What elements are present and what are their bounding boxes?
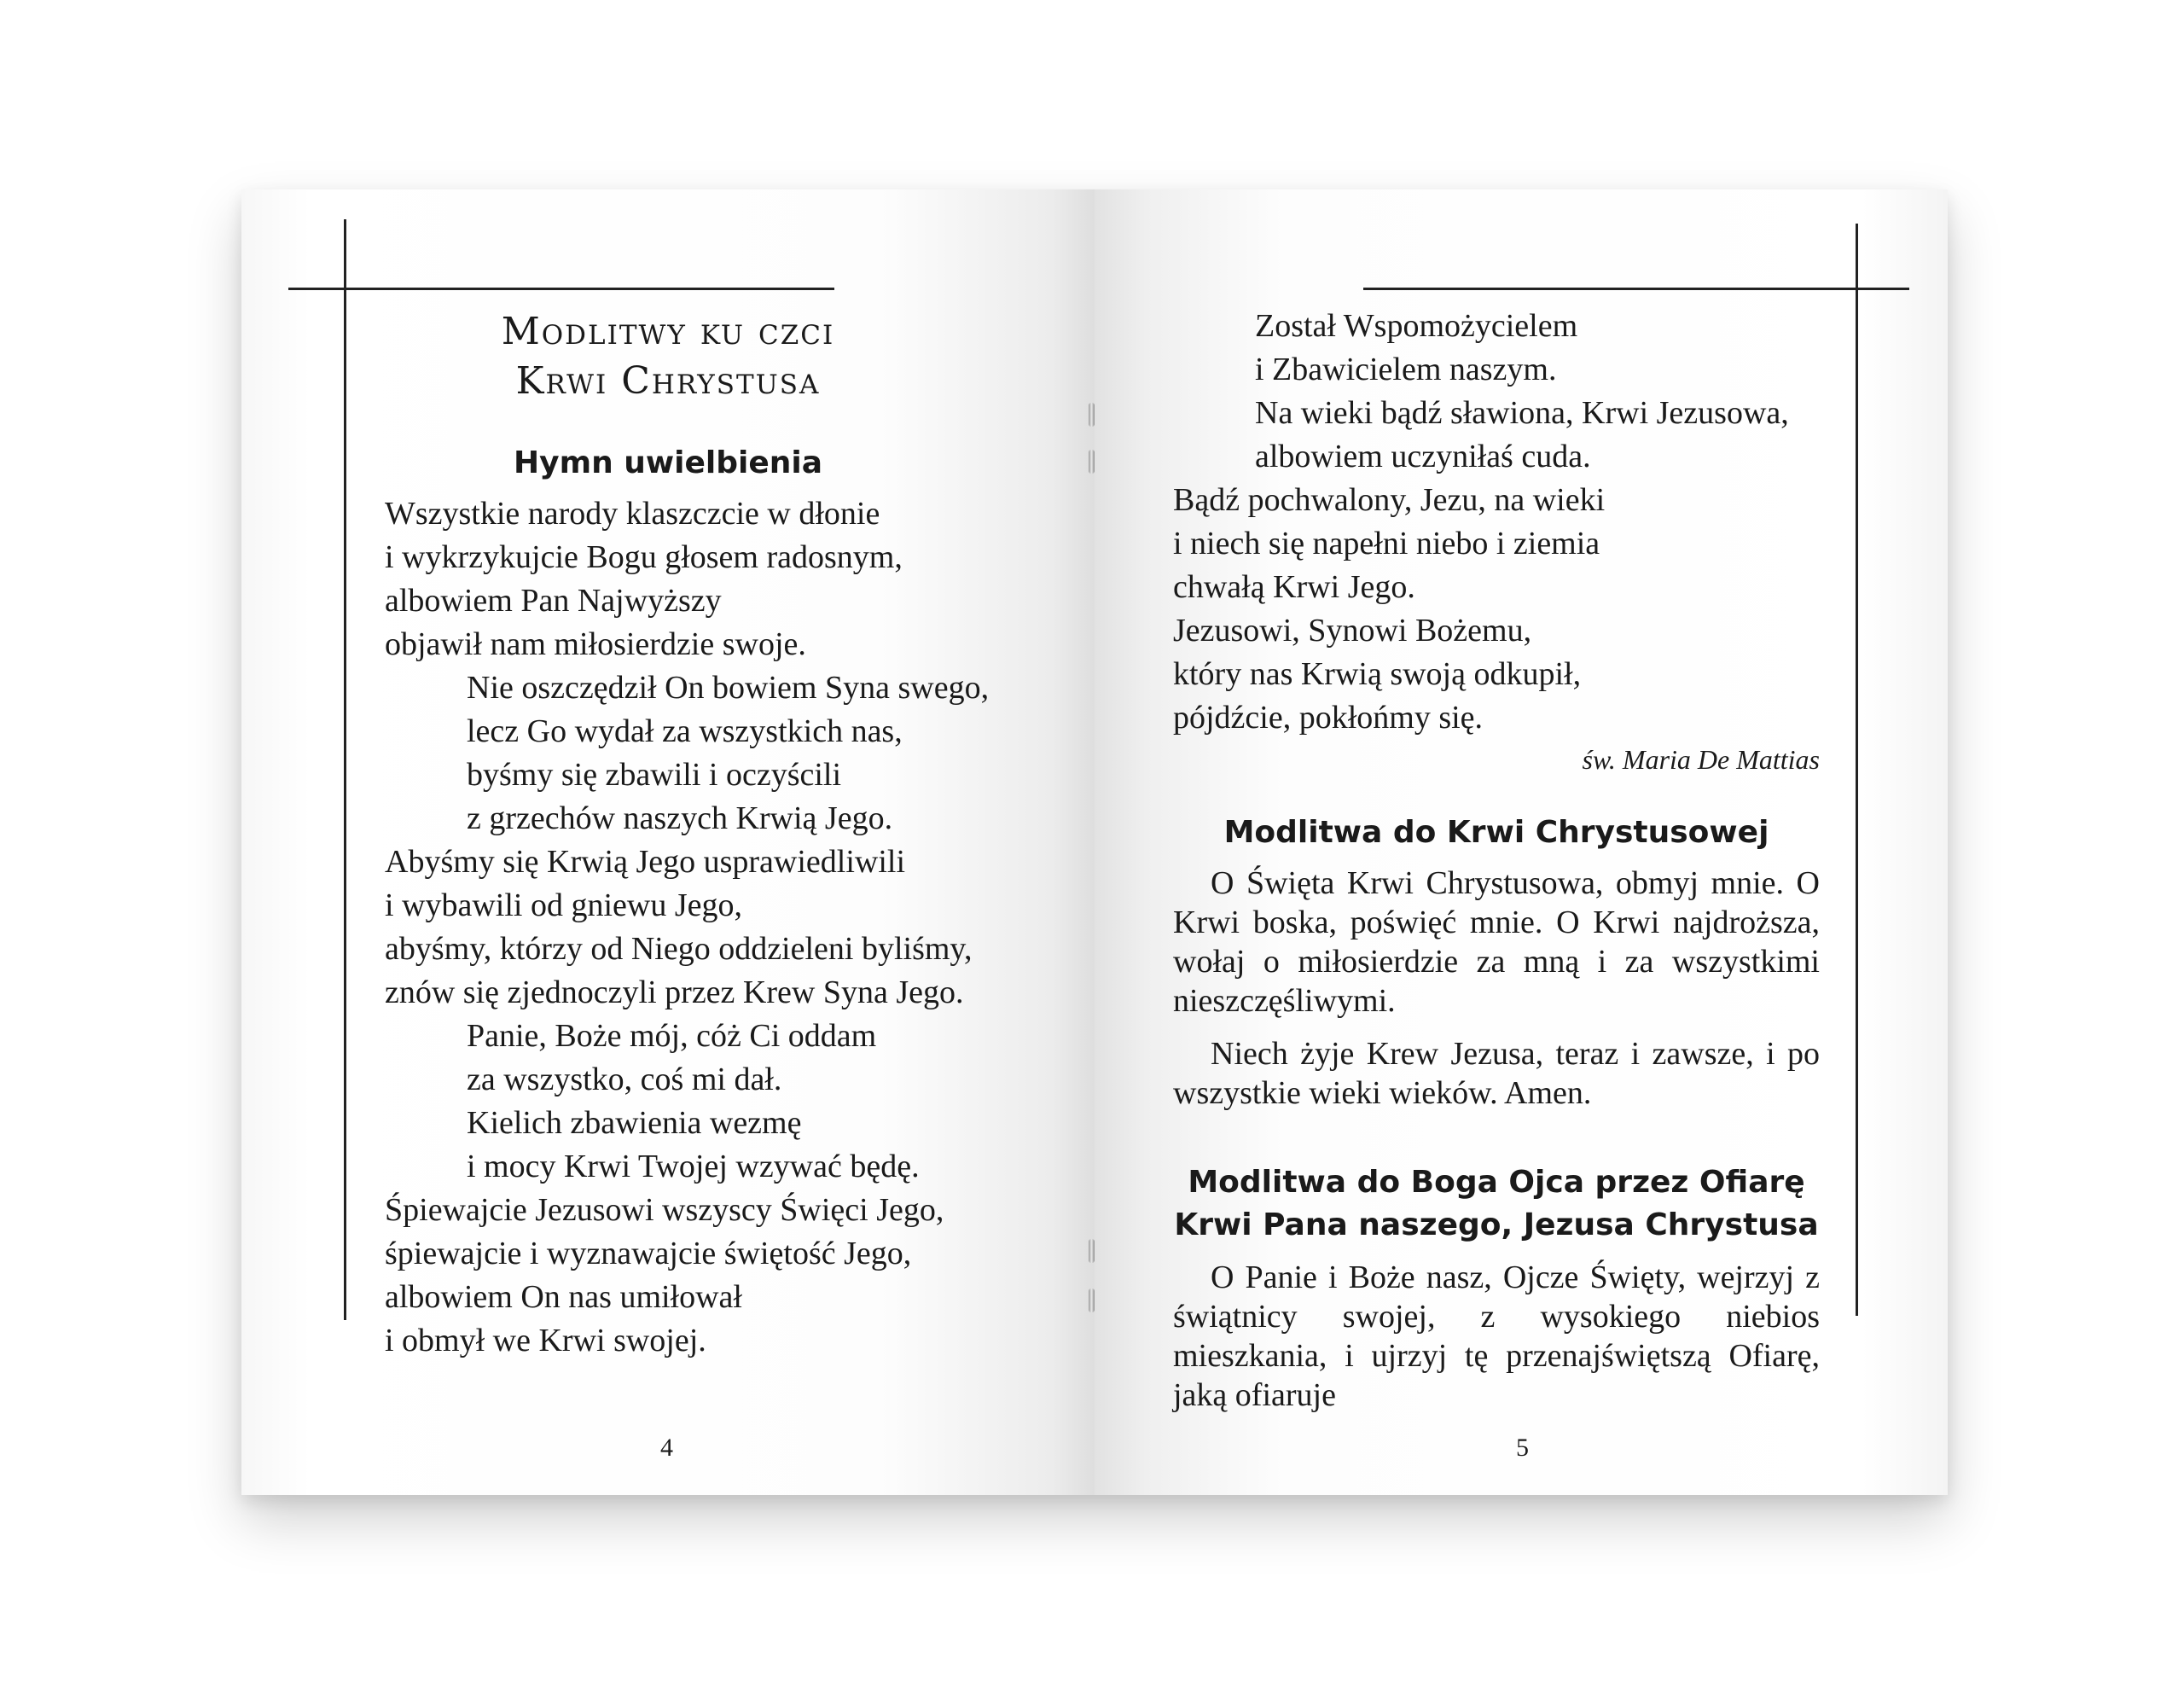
- verse-line: pójdźcie, pokłońmy się.: [1173, 700, 1484, 736]
- author-attribution: św. Maria De Mattias: [1582, 744, 1820, 775]
- verse-line: Śpiewajcie Jezusowi wszyscy Święci Jego,: [385, 1192, 944, 1228]
- verse-line: albowiem uczyniłaś cuda.: [1255, 439, 1591, 474]
- verse-line: objawił nam miłosierdzie swoje.: [385, 626, 806, 662]
- verse-line: Abyśmy się Krwią Jego usprawiedliwili: [385, 844, 906, 880]
- verse-line: chwałą Krwi Jego.: [1173, 569, 1415, 605]
- staple-bottom: [1089, 1239, 1095, 1263]
- verse-line: i mocy Krwi Twojej wzywać będę.: [467, 1149, 920, 1184]
- page-number-left: 4: [660, 1434, 673, 1462]
- verse-line: i obmył we Krwi swojej.: [385, 1323, 706, 1358]
- verse-line: Został Wspomożycielem: [1255, 308, 1578, 344]
- left-page: [241, 189, 1095, 1495]
- verse-line: abyśmy, którzy od Niego oddzieleni byliśmy,: [385, 931, 973, 967]
- prayer2-title-line2: Krwi Pana naszego, Jezusa Chrystusa: [1174, 1207, 1819, 1242]
- verse-line: albowiem On nas umiłował: [385, 1279, 742, 1315]
- verse-line: i Zbawicielem naszym.: [1255, 352, 1557, 387]
- hymn-verse-right: [1173, 305, 1789, 740]
- prayer1-title: Modlitwa do Krwi Chrystusowej: [1223, 815, 1769, 850]
- verse-line: Kielich zbawienia wezmę: [467, 1105, 802, 1141]
- verse-line: Bądź pochwalony, Jezu, na wieki: [1173, 482, 1606, 518]
- prayer1-paragraph2-text: Niech żyje Krew Jezusa, teraz i zawsze, i po wszystkie wieki wieków. Amen.: [1173, 1036, 1820, 1111]
- prayer2-paragraph1-text: O Panie i Boże nasz, Ojcze Święty, wejrzyj z świątnicy swojej, z wysokiego niebios mieszkania, i ujrzyj tę przenajświętszą Ofiarę, jaką ofiaruje: [1173, 1259, 1820, 1413]
- verse-line: z grzechów naszych Krwią Jego.: [467, 800, 893, 836]
- hymn-title: Hymn uwielbienia: [513, 445, 823, 480]
- verse-line: znów się zjednoczyli przez Krew Syna Jego.: [385, 974, 964, 1010]
- verse-line: Jezusowi, Synowi Bożemu,: [1173, 613, 1532, 649]
- prayer1-paragraph2: [1173, 1034, 1820, 1113]
- staple-top-2: [1089, 450, 1095, 474]
- verse-line: byśmy się zbawili i oczyścili: [467, 757, 842, 793]
- verse-line: i wykrzykujcie Bogu głosem radosnym,: [385, 539, 903, 575]
- booklet-spread: [241, 189, 1948, 1495]
- prayer2-title-line1: Modlitwa do Boga Ojca przez Ofiarę: [1188, 1165, 1805, 1200]
- prayer2-paragraph1: [1173, 1258, 1820, 1415]
- verse-line: Wszystkie narody klaszczcie w dłonie: [385, 496, 880, 532]
- verse-line: śpiewajcie i wyznawajcie świętość Jego,: [385, 1236, 912, 1271]
- prayer1-paragraph1-text: O Święta Krwi Chrystusowa, obmyj mnie. O Krwi boska, poświęć mnie. O Krwi najdroższa, wołaj o miłosierdzie za mną i za wszystkimi nieszczęśliwymi.: [1173, 865, 1820, 1019]
- prayer1-paragraph1: [1173, 864, 1820, 1021]
- verse-line: za wszystko, coś mi dał.: [467, 1062, 782, 1097]
- verse-line: Panie, Boże mój, cóż Ci oddam: [467, 1018, 877, 1054]
- verse-line: Nie oszczędził On bowiem Syna swego,: [467, 670, 990, 706]
- verse-line: albowiem Pan Najwyższy: [385, 583, 722, 619]
- verse-line: lecz Go wydał za wszystkich nas,: [467, 713, 903, 749]
- vertical-rule-right: [1856, 224, 1858, 1316]
- verse-line: i niech się napełni niebo i ziemia: [1173, 526, 1600, 561]
- section-title-line2: Krwi Chrystusa: [515, 359, 821, 403]
- section-title-line1: Modlitwy ku czci: [501, 310, 835, 353]
- hymn-verse-left: [385, 492, 989, 1363]
- page-number-right: 5: [1516, 1434, 1529, 1462]
- right-page: [1095, 189, 1948, 1495]
- verse-line: i wybawili od gniewu Jego,: [385, 887, 743, 923]
- staple-top: [1089, 403, 1095, 427]
- top-rule-left: [288, 288, 834, 290]
- verse-line: który nas Krwią swoją odkupił,: [1173, 656, 1582, 692]
- staple-bottom-2: [1089, 1289, 1095, 1312]
- top-rule-right: [1363, 288, 1909, 290]
- verse-line: Na wieki bądź sławiona, Krwi Jezusowa,: [1255, 395, 1789, 431]
